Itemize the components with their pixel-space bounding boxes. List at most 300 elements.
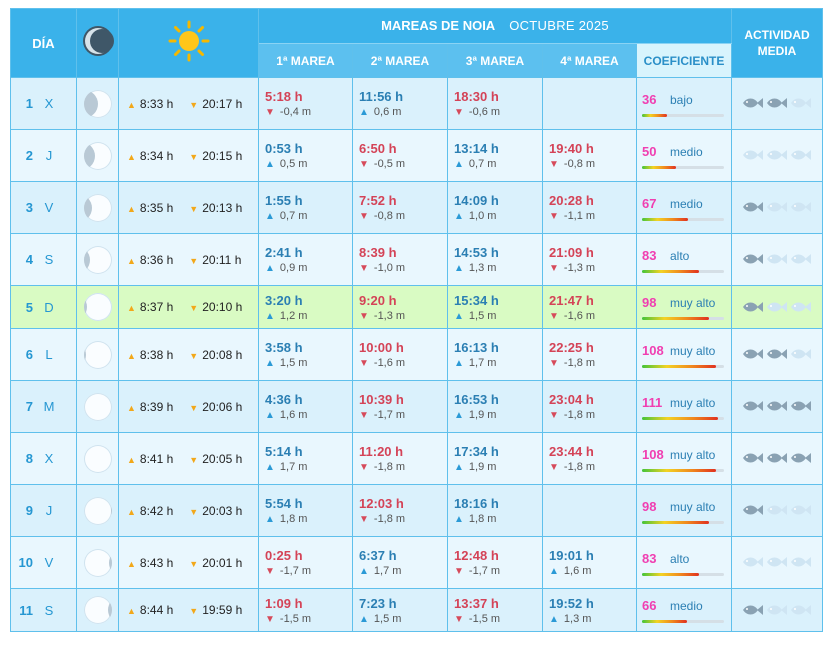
tide-height: 1,7 m (279, 461, 308, 473)
tide-time: 6:50 h (359, 141, 397, 156)
tide-cell (353, 589, 448, 632)
high-tide-icon: ▲ (454, 159, 464, 170)
header-day: DÍA (11, 9, 77, 78)
sunset-icon: ▼ (189, 303, 199, 313)
high-tide-icon: ▲ (359, 613, 369, 625)
fish-icon (766, 300, 788, 314)
moon-cell (77, 485, 119, 537)
sunrise-time: 8:42 h (139, 503, 174, 518)
coefficient-cell (637, 381, 732, 433)
sunset-icon: ▼ (189, 454, 199, 465)
tide-cell (543, 433, 637, 485)
tide-time: 12:48 h (454, 548, 499, 563)
fish-icon (742, 347, 764, 361)
tide-cell (353, 329, 448, 381)
tide-cell (353, 537, 448, 589)
coefficient-value: 98 (642, 295, 657, 310)
sunrise-icon: ▲ (127, 506, 136, 517)
tide-height: -1,8 m (563, 409, 596, 421)
tide-time: 13:37 h (454, 595, 499, 611)
coefficient-label: muy alto (670, 343, 716, 358)
tide-cell (259, 182, 353, 234)
low-tide-icon: ▼ (359, 159, 369, 170)
tide-time: 11:56 h (359, 89, 404, 104)
activity-cell (732, 589, 823, 632)
sun-cell (119, 433, 259, 485)
high-tide-icon: ▲ (454, 263, 464, 274)
fish-icon (742, 96, 764, 110)
sun-cell (119, 485, 259, 537)
tide-height: 0,6 m (373, 106, 402, 118)
low-tide-icon: ▼ (359, 211, 369, 222)
low-tide-icon: ▼ (265, 566, 275, 577)
low-tide-icon: ▼ (454, 566, 464, 577)
moon-phase-icon (84, 393, 112, 421)
tide-height: 0,7 m (468, 158, 497, 170)
sunrise-time: 8:35 h (139, 200, 174, 215)
coefficient-value: 66 (642, 598, 657, 613)
fish-icon (790, 200, 812, 214)
high-tide-icon: ▲ (454, 211, 464, 222)
sunset-time: 20:03 h (202, 503, 243, 518)
day-row (11, 182, 823, 234)
activity-cell (732, 485, 823, 537)
coefficient-cell (637, 182, 732, 234)
tide-height: -0,8 m (563, 158, 596, 170)
sunset-time: 20:06 h (202, 399, 243, 414)
sunset-icon: ▼ (189, 558, 199, 569)
high-tide-icon: ▲ (549, 566, 559, 577)
sunset-icon: ▼ (189, 99, 199, 110)
day-cell (11, 485, 77, 537)
sunrise-time: 8:44 h (139, 603, 174, 617)
low-tide-icon: ▼ (359, 358, 369, 369)
day-cell (11, 381, 77, 433)
tide-time: 15:34 h (454, 292, 499, 308)
low-tide-icon: ▼ (359, 310, 369, 322)
coefficient-cell (637, 485, 732, 537)
sunrise-time: 8:43 h (139, 555, 174, 570)
moon-cell (77, 381, 119, 433)
tide-time: 21:09 h (549, 245, 594, 260)
sunrise-icon: ▲ (127, 255, 136, 266)
moon-phase-icon (84, 194, 112, 222)
coefficient-value: 50 (642, 143, 657, 159)
fish-icon (742, 300, 764, 314)
day-number: 3 (25, 200, 33, 215)
coefficient-value: 98 (642, 498, 657, 514)
tide-time: 21:47 h (549, 292, 594, 308)
weekday: V (44, 555, 54, 570)
sunset-icon: ▼ (189, 506, 199, 517)
tide-time: 0:25 h (265, 548, 303, 563)
coefficient-bar (642, 218, 724, 221)
day-row (11, 537, 823, 589)
tide-height: -1,8 m (373, 513, 406, 525)
tide-cell (353, 130, 448, 182)
tide-cell (448, 485, 543, 537)
header-tide-4: 4ª MAREA (543, 44, 637, 78)
fish-icon (766, 347, 788, 361)
tide-time: 18:30 h (454, 89, 499, 104)
tide-cell (353, 485, 448, 537)
fish-icon (790, 96, 812, 110)
sunrise-time: 8:36 h (139, 252, 174, 267)
sun-icon (168, 20, 210, 62)
coefficient-bar-fill (642, 573, 699, 576)
coefficient-bar (642, 317, 724, 320)
tide-height: 1,8 m (279, 513, 308, 525)
sunset-icon: ▼ (189, 402, 199, 413)
coefficient-value: 108 (642, 446, 664, 462)
weekday: J (45, 503, 53, 518)
tide-cell (543, 234, 637, 286)
coefficient-label: muy alto (670, 447, 716, 462)
tide-time: 19:52 h (549, 595, 594, 611)
low-tide-icon: ▼ (359, 462, 369, 473)
tide-time: 1:09 h (265, 595, 303, 611)
day-cell (11, 130, 77, 182)
sunrise-icon: ▲ (127, 558, 136, 569)
sun-cell (119, 78, 259, 130)
tide-height: -1,7 m (279, 565, 312, 577)
sunset-icon: ▼ (189, 255, 199, 266)
coefficient-label: alto (670, 551, 690, 566)
day-number: 4 (25, 252, 33, 267)
tide-height: 1,7 m (468, 357, 497, 369)
page-title: MAREAS DE NOIA (381, 18, 496, 33)
day-cell (11, 329, 77, 381)
fish-icon (742, 252, 764, 266)
moon-cell (77, 589, 119, 632)
tide-time: 14:53 h (454, 245, 499, 260)
fish-icon (766, 148, 788, 162)
weekday: L (45, 347, 53, 362)
tide-time: 0:53 h (265, 141, 303, 156)
day-cell (11, 78, 77, 130)
fish-icon (766, 503, 788, 517)
header-sun (119, 9, 259, 78)
header-activity (732, 9, 823, 78)
tide-height: 0,9 m (279, 262, 308, 274)
activity-cell (732, 286, 823, 329)
sunrise-time: 8:37 h (139, 300, 174, 314)
activity-cell (732, 537, 823, 589)
coefficient-bar-fill (642, 620, 687, 623)
tide-height: -1,3 m (563, 262, 596, 274)
fish-icon (766, 555, 788, 569)
tide-cell (448, 234, 543, 286)
coefficient-bar-fill (642, 469, 716, 472)
day-row (11, 329, 823, 381)
coefficient-value: 111 (642, 394, 663, 410)
day-number: 10 (18, 555, 33, 570)
tide-height: -1,3 m (373, 309, 406, 322)
moon-cell (77, 78, 119, 130)
low-tide-icon: ▼ (549, 159, 559, 170)
high-tide-icon: ▲ (265, 358, 275, 369)
header-title (259, 9, 732, 44)
day-row (11, 78, 823, 130)
high-tide-icon: ▲ (359, 107, 369, 118)
coefficient-cell (637, 78, 732, 130)
tide-cell (543, 286, 637, 329)
low-tide-icon: ▼ (359, 410, 369, 421)
low-tide-icon: ▼ (359, 263, 369, 274)
fish-icon (766, 451, 788, 465)
sun-cell (119, 234, 259, 286)
weekday: D (44, 299, 54, 315)
sunrise-time: 8:34 h (139, 148, 174, 163)
fish-icon (790, 603, 812, 617)
activity-cell (732, 433, 823, 485)
high-tide-icon: ▲ (265, 410, 275, 421)
tide-height: 1,9 m (468, 409, 497, 421)
tide-height: 1,5 m (468, 309, 497, 322)
moon-phase-icon (84, 549, 112, 577)
high-tide-icon: ▲ (265, 263, 275, 274)
sunrise-icon: ▲ (127, 99, 136, 110)
coefficient-bar-fill (642, 218, 688, 221)
coefficient-value: 36 (642, 91, 657, 107)
tide-time: 12:03 h (359, 496, 404, 511)
coefficient-bar (642, 573, 724, 576)
high-tide-icon: ▲ (454, 462, 464, 473)
sunset-time: 20:11 h (202, 252, 242, 267)
tide-time: 14:09 h (454, 193, 499, 208)
low-tide-icon: ▼ (454, 107, 464, 118)
coefficient-label: medio (670, 196, 703, 211)
tide-height: -1,5 m (468, 612, 501, 625)
high-tide-icon: ▲ (359, 566, 369, 577)
fish-icon (790, 451, 812, 465)
tide-time: 11:20 h (359, 444, 404, 459)
day-cell (11, 234, 77, 286)
sunrise-icon: ▲ (127, 350, 136, 361)
high-tide-icon: ▲ (549, 613, 559, 625)
sunset-time: 20:08 h (202, 347, 243, 362)
low-tide-icon: ▼ (549, 410, 559, 421)
coefficient-cell (637, 130, 732, 182)
sunrise-icon: ▲ (127, 303, 136, 313)
tide-time: 23:04 h (549, 392, 594, 407)
tide-time: 5:14 h (265, 444, 303, 459)
high-tide-icon: ▲ (454, 310, 464, 322)
tide-cell (353, 78, 448, 130)
coefficient-value: 108 (642, 342, 664, 358)
fish-icon (742, 555, 764, 569)
tide-cell (448, 286, 543, 329)
fish-icon (790, 148, 812, 162)
activity-cell (732, 182, 823, 234)
tide-time: 22:25 h (549, 340, 594, 355)
weekday: V (44, 200, 54, 215)
sunset-time: 19:59 h (202, 603, 243, 617)
fish-icon (742, 399, 764, 413)
coefficient-cell (637, 329, 732, 381)
tide-cell (448, 78, 543, 130)
tide-time: 6:37 h (359, 548, 397, 563)
sunrise-icon: ▲ (127, 454, 136, 465)
sunrise-icon: ▲ (127, 151, 136, 162)
tide-cell-empty (543, 485, 637, 537)
low-tide-icon: ▼ (265, 107, 275, 118)
low-tide-icon: ▼ (549, 462, 559, 473)
tides-table (10, 8, 823, 632)
tide-time: 19:01 h (549, 548, 594, 563)
tide-cell (259, 381, 353, 433)
sunrise-icon: ▲ (127, 203, 136, 214)
moon-cell (77, 182, 119, 234)
fish-icon (742, 451, 764, 465)
fish-icon (766, 96, 788, 110)
page-month: OCTUBRE 2025 (509, 18, 609, 33)
coefficient-label: medio (670, 599, 703, 613)
day-row (11, 286, 823, 329)
activity-cell (732, 78, 823, 130)
coefficient-label: muy alto (670, 296, 716, 310)
coefficient-cell (637, 286, 732, 329)
coefficient-bar (642, 620, 724, 623)
tide-cell (448, 433, 543, 485)
tide-height: -1,7 m (468, 565, 501, 577)
coefficient-label: alto (670, 248, 690, 263)
tide-cell (448, 329, 543, 381)
tide-time: 5:54 h (265, 496, 303, 511)
tide-height: -1,8 m (563, 357, 596, 369)
tide-height: 1,3 m (468, 262, 497, 274)
tide-time: 20:28 h (549, 193, 594, 208)
day-number: 2 (25, 148, 33, 163)
header-tide-1: 1ª MAREA (259, 44, 353, 78)
coefficient-label: muy alto (670, 395, 716, 410)
tide-time: 4:36 h (265, 392, 303, 407)
low-tide-icon: ▼ (265, 613, 275, 625)
tide-time: 16:53 h (454, 392, 499, 407)
low-tide-icon: ▼ (549, 263, 559, 274)
fish-icon (790, 252, 812, 266)
tide-time: 5:18 h (265, 89, 303, 104)
tide-cell (353, 234, 448, 286)
sunset-icon: ▼ (189, 203, 199, 214)
tide-cell (448, 381, 543, 433)
activity-cell (732, 234, 823, 286)
tide-time: 13:14 h (454, 141, 499, 156)
tide-height: -0,4 m (279, 106, 312, 118)
tide-cell (543, 329, 637, 381)
sunset-time: 20:01 h (202, 555, 243, 570)
high-tide-icon: ▲ (265, 514, 275, 525)
tide-cell (543, 130, 637, 182)
coefficient-bar (642, 521, 724, 524)
moon-cell (77, 130, 119, 182)
coefficient-bar-fill (642, 317, 709, 320)
fish-icon (766, 252, 788, 266)
coefficient-bar (642, 166, 724, 169)
sunrise-time: 8:33 h (139, 96, 174, 111)
coefficient-bar-fill (642, 365, 716, 368)
tide-height: -0,8 m (373, 210, 406, 222)
tide-cell (353, 182, 448, 234)
day-row (11, 130, 823, 182)
tide-time: 18:16 h (454, 496, 499, 511)
coefficient-bar (642, 365, 724, 368)
tide-time: 16:13 h (454, 340, 499, 355)
tide-height: 0,5 m (279, 158, 308, 170)
sunrise-time: 8:39 h (139, 399, 174, 414)
tide-time: 2:41 h (265, 245, 303, 260)
fish-icon (790, 300, 812, 314)
weekday: J (45, 148, 53, 163)
tide-cell (259, 537, 353, 589)
tide-cell (353, 286, 448, 329)
sun-cell (119, 182, 259, 234)
tide-height: 1,8 m (468, 513, 497, 525)
tide-height: 1,0 m (468, 210, 497, 222)
header-tide-3: 3ª MAREA (448, 44, 543, 78)
tide-cell (259, 433, 353, 485)
sun-cell (119, 130, 259, 182)
tide-height: 1,9 m (468, 461, 497, 473)
moon-phase-icon (84, 341, 112, 369)
tide-height: 1,5 m (279, 357, 308, 369)
sunset-time: 20:05 h (202, 451, 243, 466)
weekday: X (44, 451, 54, 466)
day-number: 5 (25, 299, 33, 315)
coefficient-bar (642, 417, 724, 420)
sunset-time: 20:15 h (202, 148, 243, 163)
coefficient-bar-fill (642, 521, 709, 524)
tide-time: 3:20 h (265, 292, 303, 308)
tide-time: 7:52 h (359, 193, 397, 208)
activity-cell (732, 381, 823, 433)
coefficient-value: 83 (642, 247, 657, 263)
low-tide-icon: ▼ (454, 613, 464, 625)
high-tide-icon: ▲ (454, 514, 464, 525)
coefficient-bar-fill (642, 166, 676, 169)
tide-height: 1,2 m (279, 309, 308, 322)
tide-cell (259, 286, 353, 329)
sunset-time: 20:17 h (202, 96, 243, 111)
moon-phase-icon (82, 25, 114, 57)
tide-time: 10:39 h (359, 392, 404, 407)
tide-time: 9:20 h (359, 292, 397, 308)
header-activity-line2: MEDIA (757, 44, 797, 58)
sunset-time: 20:10 h (202, 300, 243, 314)
moon-phase-icon (84, 293, 112, 321)
fish-icon (742, 503, 764, 517)
sun-cell (119, 589, 259, 632)
sun-cell (119, 286, 259, 329)
moon-cell (77, 286, 119, 329)
coefficient-value: 67 (642, 195, 657, 211)
tide-cell (259, 485, 353, 537)
moon-phase-icon (84, 497, 112, 525)
tide-cell (448, 537, 543, 589)
coefficient-bar-fill (642, 114, 667, 117)
tide-time: 10:00 h (359, 340, 404, 355)
moon-cell (77, 234, 119, 286)
tide-height: 1,6 m (279, 409, 308, 421)
tide-cell (543, 537, 637, 589)
activity-cell (732, 329, 823, 381)
fish-icon (790, 347, 812, 361)
tide-cell (448, 589, 543, 632)
tide-height: 1,3 m (563, 612, 592, 625)
tide-cell (259, 130, 353, 182)
coefficient-label: bajo (670, 92, 693, 107)
fish-icon (742, 148, 764, 162)
